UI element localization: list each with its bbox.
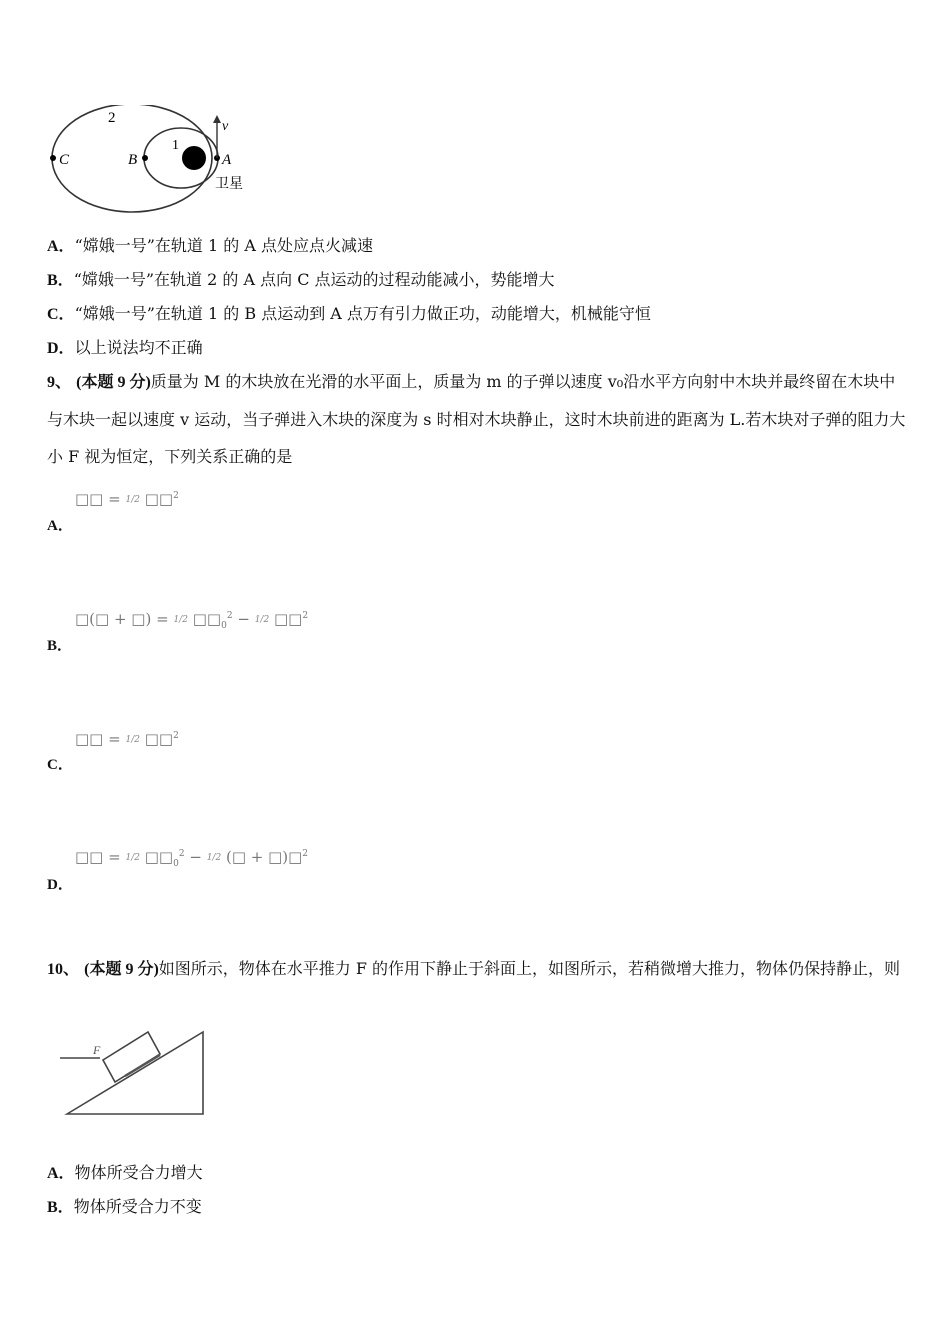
option-label: A． <box>47 238 75 255</box>
option-label: D． <box>47 340 75 357</box>
option-text: 物体所受合力增大 <box>74 1163 203 1182</box>
question-score: (本题 9 分) <box>84 961 159 978</box>
q8-option-a[interactable] <box>47 236 373 257</box>
point-b-dot <box>142 155 148 161</box>
option-text: “嫦娥一号”在轨道 1 的 A 点处应点火减速 <box>74 236 374 255</box>
point-a-label: A <box>222 152 232 168</box>
option-label: A． <box>47 1165 75 1182</box>
point-c-dot <box>50 155 56 161</box>
option-text: “嫦娥一号”在轨道 1 的 B 点运动到 A 点万有引力做正功，动能增大，机械能守恒 <box>74 304 651 323</box>
q8-option-b[interactable] <box>47 270 555 291</box>
question-number: 10、 <box>47 961 80 978</box>
option-text: 以上说法均不正确 <box>74 338 203 357</box>
satellite-label: 卫星 <box>215 176 243 192</box>
option-label: B． <box>47 272 74 289</box>
option-label: C． <box>47 306 75 323</box>
question-text: 质量为 M 的木块放在光滑的水平面上，质量为 m 的子弹以速度 v₀沿水平方向射中木块并最终留在木块中与木块一起以速度 v 运动，当子弹进入木块的深度为 s 时相对木块静止，这时木块前进的距离为 L.若木块对子弹的阻力大小 F 视为恒定，下列关系正确的是 <box>47 372 906 466</box>
option-label: B． <box>47 1199 74 1216</box>
q8-option-c[interactable] <box>47 304 651 325</box>
orbit-diagram <box>45 105 265 220</box>
q9-option-a[interactable]: A． <box>47 518 73 534</box>
q8-option-d[interactable] <box>47 338 203 359</box>
q9-formula-b: □(□ + □) = 1/2 $□□_0^2 - 1/2$ □□$^2$ <box>75 610 309 631</box>
q9-stem <box>47 363 907 475</box>
q9-option-d[interactable]: D． <box>47 877 73 893</box>
orbit-2-label: 2 <box>108 110 116 126</box>
moon <box>182 146 206 170</box>
question-text: 如图所示，物体在水平推力 F 的作用下静止于斜面上，如图所示，若稍微增大推力，物体仍保持静止，则 <box>158 959 901 978</box>
q10-option-b[interactable] <box>47 1197 202 1218</box>
q9-option-c[interactable]: C． <box>47 757 73 773</box>
orbit-1-label: 1 <box>172 138 179 153</box>
force-label: F <box>93 1043 101 1057</box>
question-number: 9、 <box>47 374 72 391</box>
q9-option-b[interactable]: B． <box>47 638 73 654</box>
option-text: 物体所受合力不变 <box>73 1197 202 1216</box>
q9-formula-a: □□ = 1/2 □□$^2$ <box>75 490 179 508</box>
point-c-label: C <box>59 152 70 168</box>
q10-option-a[interactable] <box>47 1163 203 1184</box>
q9-formula-c: □□ = 1/2 □□$^2$ <box>75 730 179 748</box>
orbit-1 <box>144 128 218 188</box>
q10-stem <box>47 950 907 988</box>
velocity-label: v <box>222 119 229 134</box>
question-score: (本题 9 分) <box>76 374 151 391</box>
point-b-label: B <box>128 152 138 168</box>
option-text: “嫦娥一号”在轨道 2 的 A 点向 C 点运动的过程动能减小，势能增大 <box>73 270 555 289</box>
incline-diagram <box>55 1025 215 1120</box>
q9-formula-d: □□ = 1/2 $□□_0^2 - 1/2$ (□ + □)□$^2$ <box>75 848 309 869</box>
velocity-arrowhead <box>213 115 221 123</box>
